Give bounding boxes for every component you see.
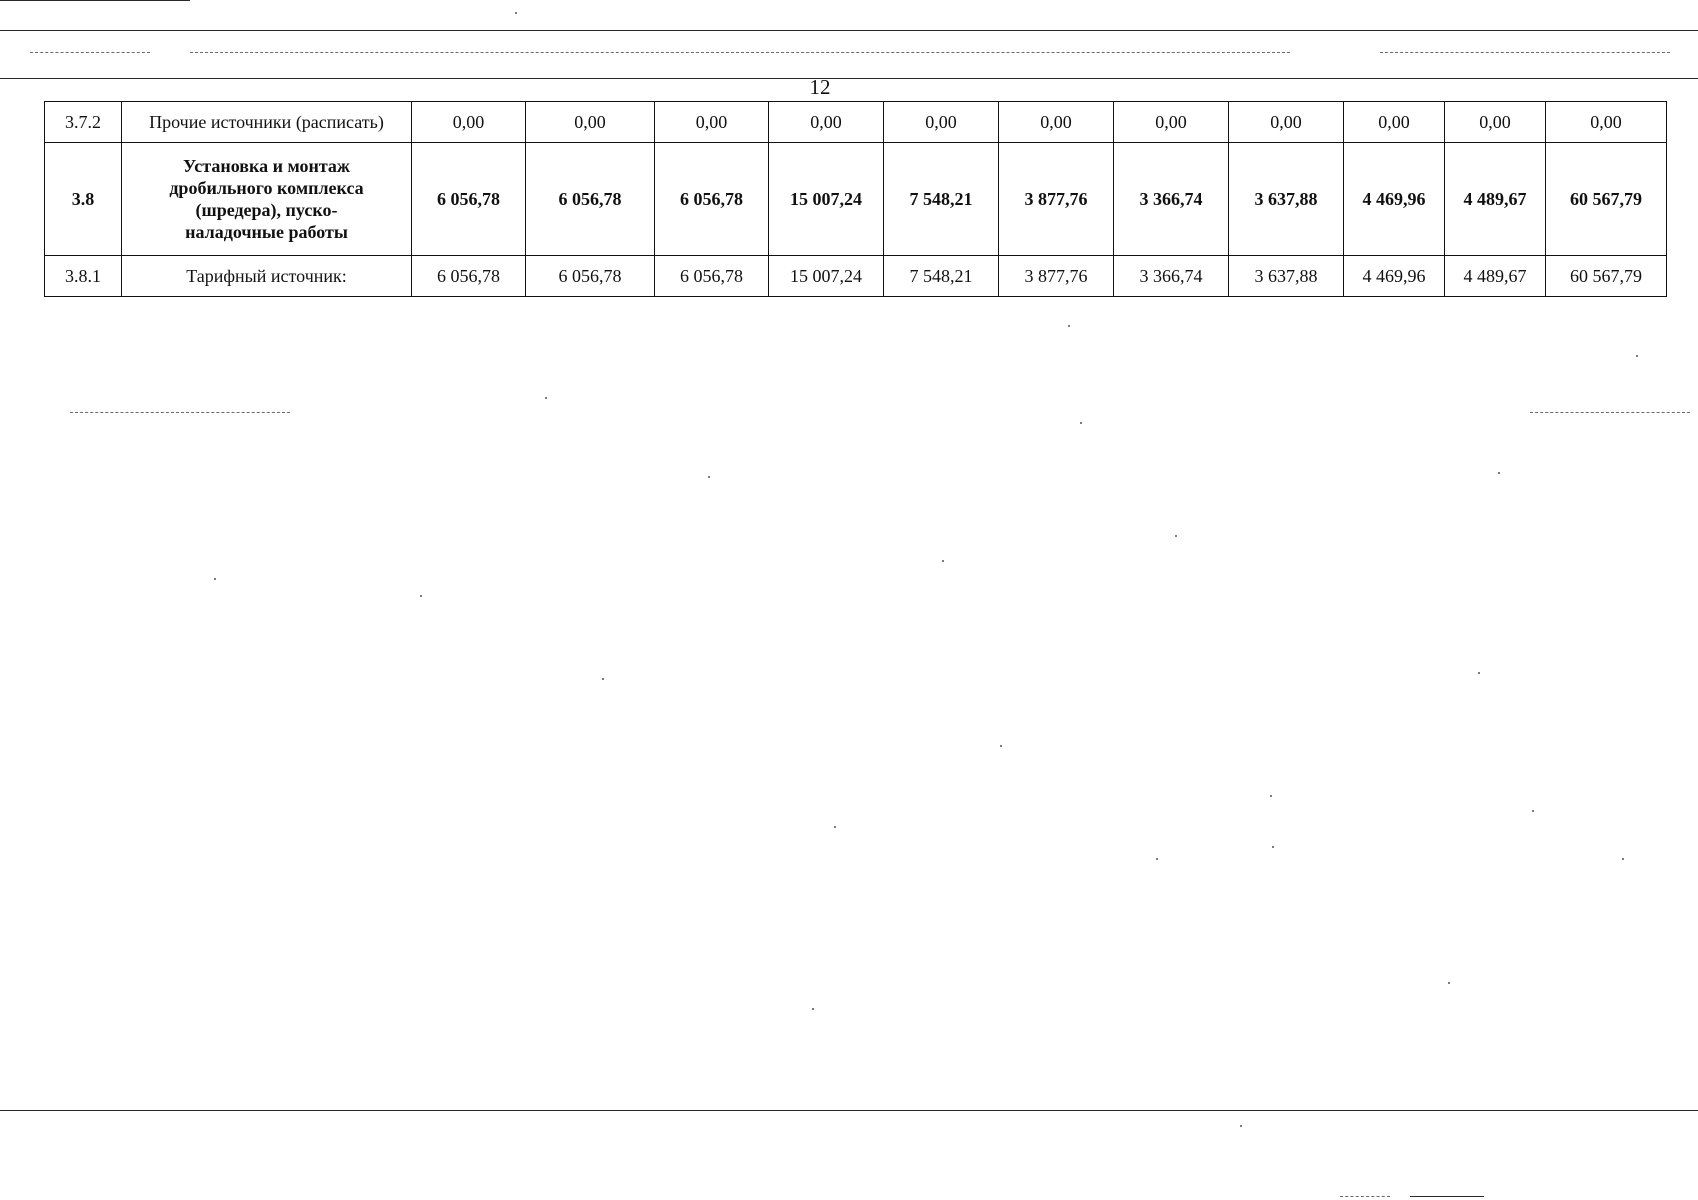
footer-rule <box>0 1110 1698 1111</box>
value-cell: 0,00 <box>526 102 655 143</box>
scan-speck <box>420 595 422 597</box>
value-cell: 0,00 <box>1114 102 1229 143</box>
scan-speck <box>1270 795 1272 797</box>
table-row-3-8-1 <box>45 256 1667 297</box>
scan-speck <box>1272 846 1274 848</box>
value-cell: 0,00 <box>999 102 1114 143</box>
value-cell: 6 056,78 <box>655 143 769 256</box>
page-number: 12 <box>809 75 831 99</box>
footer-dash-a <box>1340 1196 1390 1197</box>
scan-noise-dashes-right <box>1380 52 1670 53</box>
value-cell: 3 637,88 <box>1229 143 1344 256</box>
total-cell: 60 567,79 <box>1546 143 1667 256</box>
total-cell: 60 567,79 <box>1546 256 1667 297</box>
value-cell: 4 469,96 <box>1344 143 1445 256</box>
scan-speck <box>834 826 836 828</box>
value-cell: 4 469,96 <box>1344 256 1445 297</box>
scan-speck <box>1156 858 1158 860</box>
scan-speck <box>1478 672 1480 674</box>
value-cell: 0,00 <box>1445 102 1546 143</box>
top-stub-line <box>0 0 190 1</box>
scan-noise-dashes <box>190 52 1290 53</box>
row-code: 3.7.2 <box>45 102 122 143</box>
value-cell: 3 366,74 <box>1114 143 1229 256</box>
value-cell: 4 489,67 <box>1445 143 1546 256</box>
scan-speck <box>1068 325 1070 327</box>
value-cell: 3 366,74 <box>1114 256 1229 297</box>
budget-table <box>44 101 1667 297</box>
scan-noise-dashes-mid-left <box>70 412 290 413</box>
value-cell: 4 489,67 <box>1445 256 1546 297</box>
value-cell: 0,00 <box>769 102 884 143</box>
scan-speck <box>942 560 944 562</box>
value-cell: 0,00 <box>655 102 769 143</box>
header-rule-lower <box>0 78 1698 79</box>
scan-speck <box>1622 858 1624 860</box>
value-cell: 6 056,78 <box>655 256 769 297</box>
scan-speck <box>1498 472 1500 474</box>
value-cell: 0,00 <box>1229 102 1344 143</box>
value-cell: 0,00 <box>1344 102 1445 143</box>
value-cell: 15 007,24 <box>769 143 884 256</box>
scan-speck <box>1175 535 1177 537</box>
scan-noise-dashes-left <box>30 52 150 53</box>
scan-speck <box>1448 982 1450 984</box>
scan-speck <box>1636 355 1638 357</box>
value-cell: 3 877,76 <box>999 256 1114 297</box>
value-cell: 6 056,78 <box>526 256 655 297</box>
value-cell: 0,00 <box>884 102 999 143</box>
scan-speck <box>1000 745 1002 747</box>
value-cell: 6 056,78 <box>412 143 526 256</box>
value-cell: 7 548,21 <box>884 143 999 256</box>
value-cell: 3 877,76 <box>999 143 1114 256</box>
scan-speck <box>812 1008 814 1010</box>
scan-speck <box>214 578 216 580</box>
scan-speck <box>545 397 547 399</box>
scan-speck <box>708 476 710 478</box>
total-cell: 0,00 <box>1546 102 1667 143</box>
row-name: Установка и монтаж дробильного комплекса (шредера), пуско-наладочные работы <box>122 143 412 256</box>
table-row-3-7-2 <box>45 102 1667 143</box>
scan-speck <box>1240 1125 1242 1127</box>
scan-speck <box>1532 810 1534 812</box>
scan-speck <box>1080 422 1082 424</box>
header-rule-upper <box>0 30 1698 31</box>
value-cell: 15 007,24 <box>769 256 884 297</box>
value-cell: 3 637,88 <box>1229 256 1344 297</box>
row-code: 3.8 <box>45 143 122 256</box>
table-row-3-8 <box>45 143 1667 256</box>
value-cell: 0,00 <box>412 102 526 143</box>
row-name: Тарифный источник: <box>122 256 412 297</box>
value-cell: 6 056,78 <box>412 256 526 297</box>
value-cell: 6 056,78 <box>526 143 655 256</box>
value-cell: 7 548,21 <box>884 256 999 297</box>
row-name: Прочие источники (расписать) <box>122 102 412 143</box>
scan-speck <box>602 678 604 680</box>
footer-dash-b <box>1410 1196 1484 1197</box>
row-code: 3.8.1 <box>45 256 122 297</box>
scan-speck <box>515 12 517 14</box>
scan-noise-dashes-mid-right <box>1530 412 1690 413</box>
